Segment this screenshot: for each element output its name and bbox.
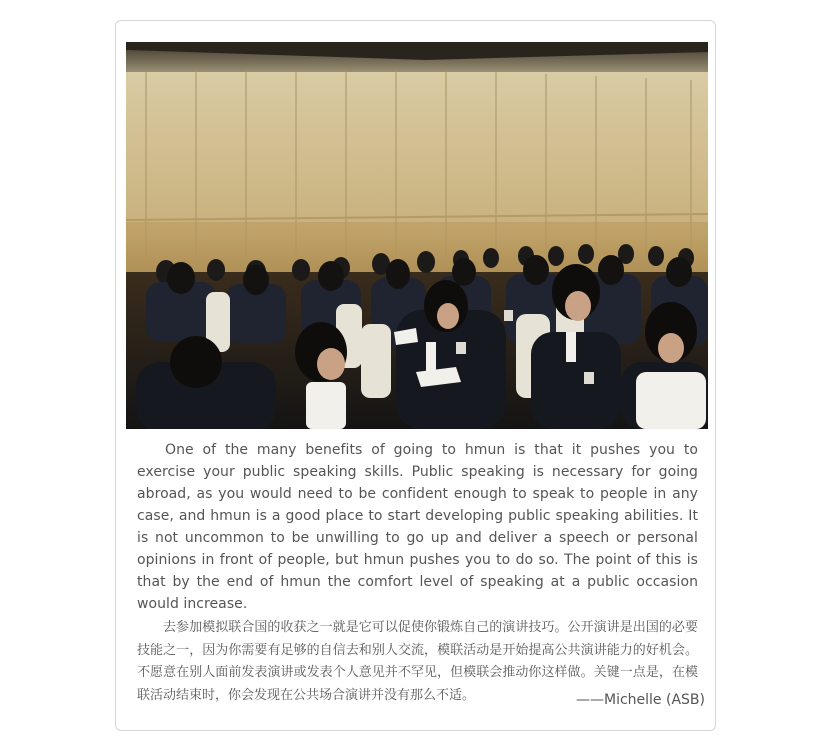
paragraph-chinese: 去参加模拟联合国的收获之一就是它可以促使你锻炼自己的演讲技巧。公开演讲是出国的必要技能之一，因为你需要有足够的自信去和别人交流，模联活动是开始提高公共演讲能力的好机会。不愿意在别人面前发表演讲或发表个人意见并不罕见，但模联会推动你这样做。关键一点是，在模联活动结束时，你会发现在公共场合演讲并没有那么不适。 (137, 620, 698, 703)
conference-photo-illustration (126, 42, 708, 429)
conference-photo (126, 42, 708, 429)
article-card (115, 20, 716, 731)
paragraph-english: One of the many benefits of going to hmun is that it pushes you to exercise your public speaking skills. Public speaking is necessary for going abroad, as you would need to be confident enough to speak to people in any case, and hmun is a good place to start developing public speaking abilities. It is not uncommon to be unwilling to go up and deliver a speech or personal opinions in front of people, but hmun pushes you to do so. The point of this is that by the end of hmun the comfort level of speaking at a public occasion would increase. (137, 442, 698, 612)
article-body (137, 439, 698, 707)
author-signature: ——Michelle (ASB) (576, 692, 705, 708)
